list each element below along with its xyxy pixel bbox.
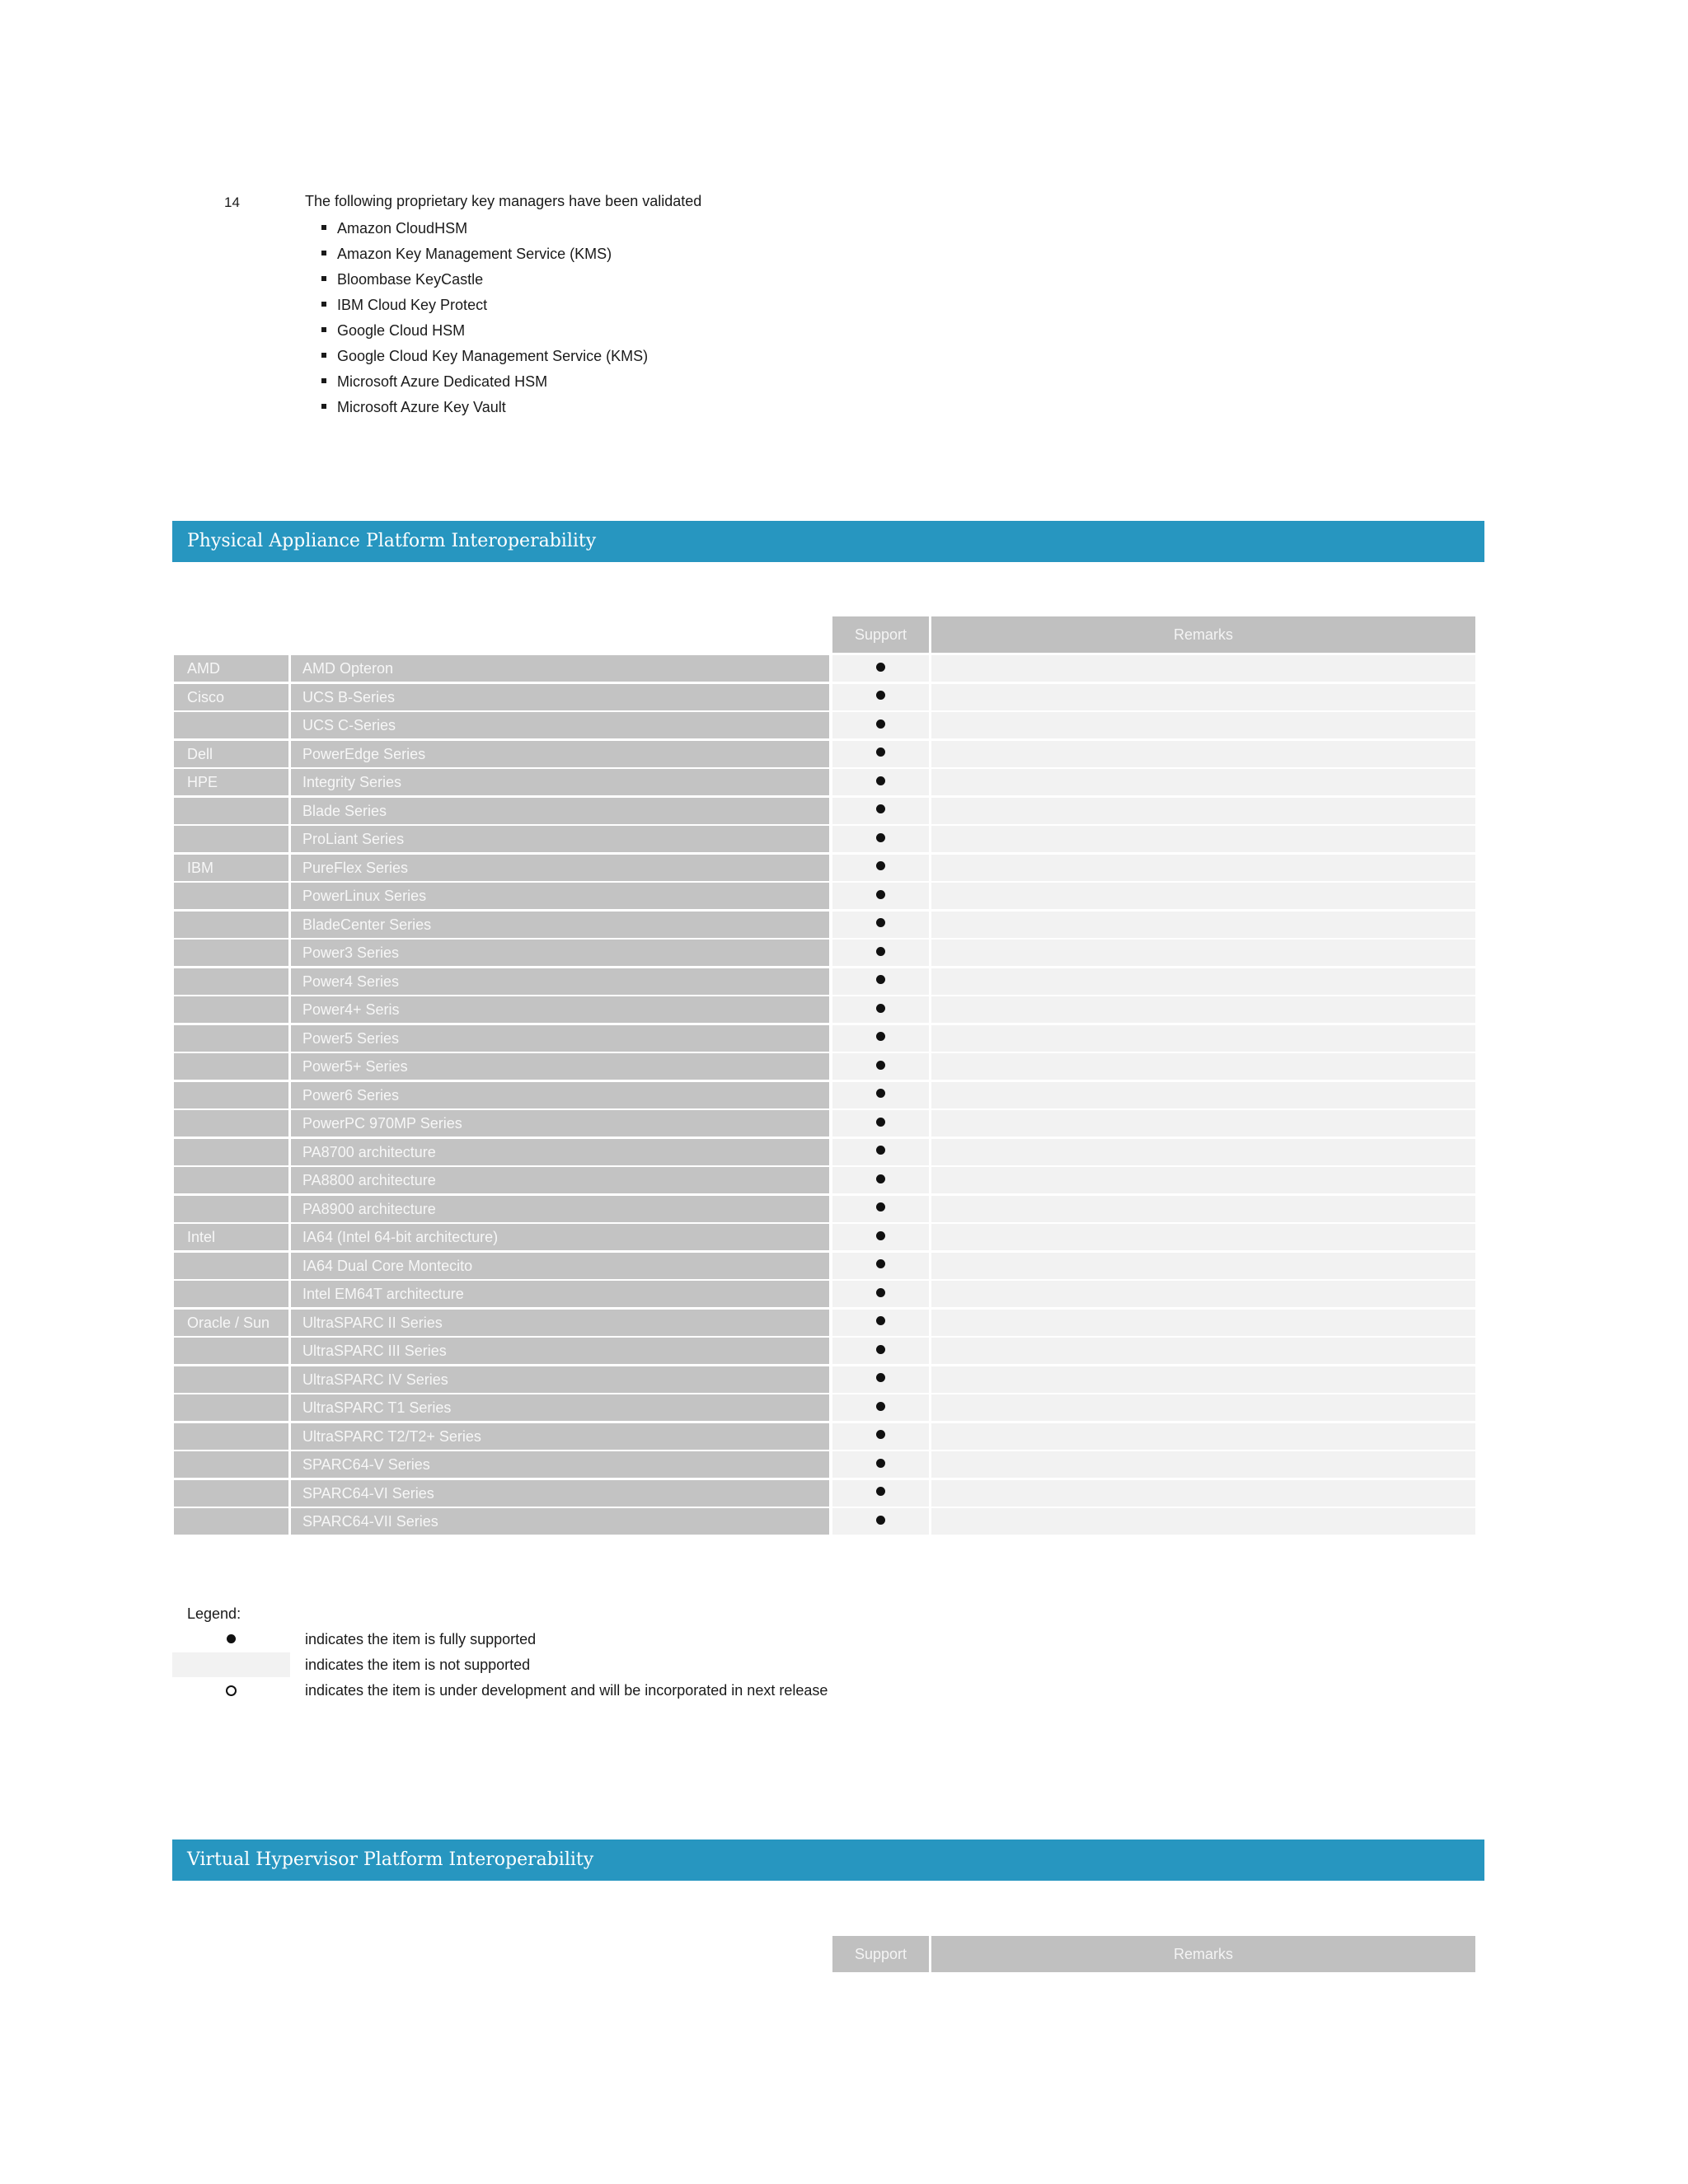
product-cell: UCS B-Series (291, 684, 829, 710)
product-cell: Power6 Series (291, 1082, 829, 1108)
filled-dot-icon (876, 1146, 885, 1155)
vendor-cell (174, 1480, 288, 1507)
filled-dot-icon (876, 833, 885, 842)
legend-symbol (172, 1678, 290, 1703)
physical-table (172, 655, 1475, 1537)
product-cell: UltraSPARC IV Series (291, 1366, 829, 1393)
remarks-cell (931, 1281, 1475, 1307)
table-row (172, 1167, 1475, 1196)
filled-dot-icon (876, 1402, 885, 1411)
vendor-cell (174, 1139, 288, 1165)
product-cell: PowerEdge Series (291, 741, 829, 767)
filled-dot-icon (876, 1118, 885, 1127)
hollow-circle-icon (226, 1685, 237, 1696)
table-row (172, 1310, 1475, 1338)
vendor-cell (174, 1451, 288, 1478)
table-row (172, 826, 1475, 855)
filled-dot-icon (876, 1259, 885, 1268)
virtual-support-header: Support (832, 1936, 929, 1972)
support-cell (832, 940, 929, 966)
remarks-cell (931, 1508, 1475, 1535)
vendor-cell (174, 1253, 288, 1279)
list-item: Microsoft Azure Key Vault (321, 398, 648, 424)
support-cell (832, 798, 929, 824)
bullet-icon (321, 302, 326, 307)
support-cell (832, 996, 929, 1023)
list-item: Google Cloud HSM (321, 321, 648, 347)
filled-dot-icon (876, 1487, 885, 1496)
remarks-cell (931, 940, 1475, 966)
support-cell (832, 826, 929, 852)
product-cell: AMD Opteron (291, 655, 829, 682)
filled-dot-icon (876, 1202, 885, 1212)
support-cell (832, 1167, 929, 1193)
vendor-cell (174, 1167, 288, 1193)
table-row (172, 769, 1475, 798)
filled-dot-icon (876, 748, 885, 757)
product-cell: Power5 Series (291, 1025, 829, 1052)
product-cell: SPARC64-VI Series (291, 1480, 829, 1507)
filled-dot-icon (876, 1061, 885, 1070)
table-row (172, 996, 1475, 1025)
filled-dot-icon (876, 1231, 885, 1240)
legend-text: indicates the item is not supported (305, 1657, 531, 1673)
product-cell: Blade Series (291, 798, 829, 824)
remarks-cell (931, 1480, 1475, 1507)
remarks-cell (931, 1310, 1475, 1336)
table-row (172, 1025, 1475, 1054)
product-cell: Power4 Series (291, 968, 829, 995)
support-cell (832, 655, 929, 682)
vendor-cell (174, 968, 288, 995)
support-cell (832, 1253, 929, 1279)
filled-dot-icon (876, 1430, 885, 1439)
list-item: Amazon CloudHSM (321, 219, 648, 245)
legend-item-none (172, 1652, 914, 1677)
product-cell: UltraSPARC III Series (291, 1338, 829, 1364)
product-cell: ProLiant Series (291, 826, 829, 852)
product-cell: SPARC64-VII Series (291, 1508, 829, 1535)
support-cell (832, 1139, 929, 1165)
physical-support-header: Support (832, 616, 929, 653)
support-cell (832, 1366, 929, 1393)
product-cell: IA64 (Intel 64-bit architecture) (291, 1224, 829, 1250)
key-managers-intro: The following proprietary key managers have been validated (305, 193, 702, 209)
legend-title: Legend: (187, 1605, 241, 1622)
remarks-cell (931, 855, 1475, 881)
support-cell (832, 855, 929, 881)
list-item: Microsoft Azure Dedicated HSM (321, 373, 648, 398)
filled-dot-icon (876, 1174, 885, 1183)
remarks-cell (931, 1139, 1475, 1165)
table-row (172, 1423, 1475, 1452)
filled-dot-icon (876, 1516, 885, 1525)
vendor-cell (174, 940, 288, 966)
table-row (172, 712, 1475, 741)
physical-remarks-header: Remarks (931, 616, 1475, 653)
vendor-cell (174, 1025, 288, 1052)
product-cell: Power4+ Seris (291, 996, 829, 1023)
support-cell (832, 684, 929, 710)
filled-dot-icon (876, 1459, 885, 1468)
list-item: IBM Cloud Key Protect (321, 296, 648, 321)
table-row (172, 684, 1475, 713)
vendor-cell (174, 798, 288, 824)
table-row (172, 1508, 1475, 1537)
product-cell: UCS C-Series (291, 712, 829, 738)
product-cell: UltraSPARC II Series (291, 1310, 829, 1336)
remarks-cell (931, 798, 1475, 824)
product-cell: UltraSPARC T2/T2+ Series (291, 1423, 829, 1450)
bullet-icon (321, 353, 326, 358)
table-row (172, 1394, 1475, 1423)
product-cell: PureFlex Series (291, 855, 829, 881)
vendor-cell (174, 1366, 288, 1393)
virtual-section-title: Virtual Hypervisor Platform Interoperability (172, 1840, 1484, 1881)
remarks-cell (931, 1338, 1475, 1364)
filled-dot-icon (876, 663, 885, 672)
page-number: 14 (224, 194, 240, 210)
remarks-cell (931, 1167, 1475, 1193)
vendor-cell (174, 1338, 288, 1364)
vendor-cell (174, 912, 288, 938)
remarks-cell (931, 655, 1475, 682)
table-row (172, 1196, 1475, 1225)
filled-dot-icon (876, 1373, 885, 1382)
filled-dot-icon (876, 691, 885, 700)
table-row (172, 655, 1475, 684)
support-cell (832, 1310, 929, 1336)
vendor-cell: Oracle / Sun (174, 1310, 288, 1336)
vendor-cell: Cisco (174, 684, 288, 710)
product-cell: PowerPC 970MP Series (291, 1110, 829, 1137)
remarks-cell (931, 769, 1475, 795)
filled-dot-icon (876, 1288, 885, 1297)
product-cell: PA8900 architecture (291, 1196, 829, 1222)
table-row (172, 912, 1475, 940)
remarks-cell (931, 712, 1475, 738)
support-cell (832, 1480, 929, 1507)
remarks-cell (931, 684, 1475, 710)
support-cell (832, 1082, 929, 1108)
table-row (172, 1253, 1475, 1282)
table-row (172, 1338, 1475, 1366)
product-cell: UltraSPARC T1 Series (291, 1394, 829, 1421)
vendor-cell: HPE (174, 769, 288, 795)
filled-dot-icon (876, 918, 885, 927)
legend-symbol (172, 1627, 290, 1652)
vendor-cell (174, 1281, 288, 1307)
remarks-cell (931, 968, 1475, 995)
vendor-cell (174, 883, 288, 909)
remarks-cell (931, 883, 1475, 909)
support-cell (832, 968, 929, 995)
filled-dot-icon (876, 1032, 885, 1041)
support-cell (832, 1053, 929, 1080)
table-row (172, 940, 1475, 968)
vendor-cell (174, 1110, 288, 1137)
remarks-cell (931, 741, 1475, 767)
product-cell: Intel EM64T architecture (291, 1281, 829, 1307)
product-cell: SPARC64-V Series (291, 1451, 829, 1478)
bullet-icon (321, 251, 326, 255)
table-row (172, 1110, 1475, 1139)
list-item: Amazon Key Management Service (KMS) (321, 245, 648, 270)
filled-dot-icon (876, 1316, 885, 1325)
table-row (172, 1224, 1475, 1253)
physical-section-title: Physical Appliance Platform Interoperability (172, 521, 1484, 562)
filled-dot-icon (876, 861, 885, 870)
support-cell (832, 741, 929, 767)
support-cell (832, 1451, 929, 1478)
table-row (172, 1139, 1475, 1168)
remarks-cell (931, 1423, 1475, 1450)
virtual-remarks-header: Remarks (931, 1936, 1475, 1972)
table-row (172, 1480, 1475, 1509)
vendor-cell (174, 1082, 288, 1108)
product-cell: PowerLinux Series (291, 883, 829, 909)
filled-dot-icon (876, 890, 885, 899)
remarks-cell (931, 1053, 1475, 1080)
vendor-cell (174, 1423, 288, 1450)
remarks-cell (931, 1025, 1475, 1052)
empty-cell-icon (172, 1652, 290, 1677)
remarks-cell (931, 1110, 1475, 1137)
legend-text: indicates the item is fully supported (305, 1631, 537, 1647)
vendor-cell (174, 712, 288, 738)
product-cell: IA64 Dual Core Montecito (291, 1253, 829, 1279)
support-cell (832, 1224, 929, 1250)
support-cell (832, 1338, 929, 1364)
table-row (172, 855, 1475, 883)
filled-dot-icon (876, 804, 885, 813)
table-row (172, 1451, 1475, 1480)
vendor-cell (174, 826, 288, 852)
filled-dot-icon (876, 947, 885, 956)
product-cell: PA8700 architecture (291, 1139, 829, 1165)
vendor-cell (174, 1394, 288, 1421)
support-cell (832, 1508, 929, 1535)
vendor-cell (174, 1053, 288, 1080)
filled-dot-icon (227, 1634, 236, 1643)
table-row (172, 741, 1475, 770)
bullet-icon (321, 378, 326, 383)
bullet-icon (321, 327, 326, 332)
filled-dot-icon (876, 776, 885, 785)
filled-dot-icon (876, 1345, 885, 1354)
vendor-cell (174, 1196, 288, 1222)
vendor-cell (174, 996, 288, 1023)
list-item: Google Cloud Key Management Service (KMS) (321, 347, 648, 373)
legend-text: indicates the item is under development and will be incorporated in next release (305, 1682, 828, 1699)
list-item: Bloombase KeyCastle (321, 270, 648, 296)
support-cell (832, 883, 929, 909)
remarks-cell (931, 1451, 1475, 1478)
product-cell: Power5+ Series (291, 1053, 829, 1080)
support-cell (832, 1281, 929, 1307)
table-row (172, 1281, 1475, 1310)
remarks-cell (931, 1082, 1475, 1108)
vendor-cell: IBM (174, 855, 288, 881)
table-row (172, 1366, 1475, 1395)
product-cell: BladeCenter Series (291, 912, 829, 938)
product-cell: Power3 Series (291, 940, 829, 966)
product-cell: Integrity Series (291, 769, 829, 795)
support-cell (832, 1196, 929, 1222)
remarks-cell (931, 1196, 1475, 1222)
table-row (172, 1053, 1475, 1082)
vendor-cell: Dell (174, 741, 288, 767)
support-cell (832, 1394, 929, 1421)
legend-item-full (172, 1627, 914, 1652)
remarks-cell (931, 1224, 1475, 1250)
filled-dot-icon (876, 719, 885, 729)
table-row (172, 798, 1475, 827)
bullet-icon (321, 225, 326, 230)
bullet-icon (321, 404, 326, 409)
key-managers-list (321, 219, 648, 424)
support-cell (832, 712, 929, 738)
table-row (172, 1082, 1475, 1111)
filled-dot-icon (876, 1089, 885, 1098)
product-cell: PA8800 architecture (291, 1167, 829, 1193)
vendor-cell (174, 1508, 288, 1535)
remarks-cell (931, 1394, 1475, 1421)
table-row (172, 968, 1475, 997)
table-row (172, 883, 1475, 912)
vendor-cell: AMD (174, 655, 288, 682)
support-cell (832, 1110, 929, 1137)
bullet-icon (321, 276, 326, 281)
filled-dot-icon (876, 975, 885, 984)
support-cell (832, 1423, 929, 1450)
remarks-cell (931, 912, 1475, 938)
support-cell (832, 912, 929, 938)
remarks-cell (931, 1366, 1475, 1393)
support-cell (832, 769, 929, 795)
remarks-cell (931, 826, 1475, 852)
filled-dot-icon (876, 1004, 885, 1013)
support-cell (832, 1025, 929, 1052)
remarks-cell (931, 996, 1475, 1023)
vendor-cell: Intel (174, 1224, 288, 1250)
remarks-cell (931, 1253, 1475, 1279)
legend-item-dev (172, 1678, 914, 1703)
